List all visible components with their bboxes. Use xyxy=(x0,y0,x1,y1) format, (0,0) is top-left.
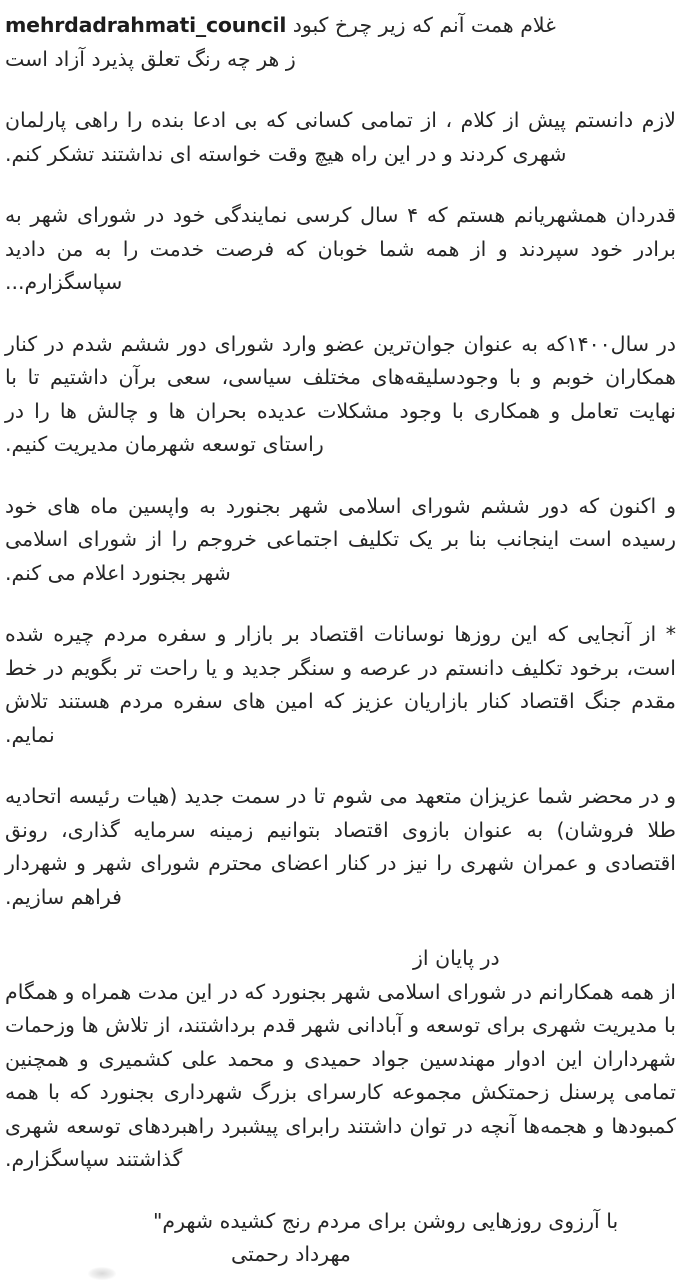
paragraph-ending xyxy=(5,942,676,1177)
paragraph-thanks: لازم دانستم پیش از کلام ، از تمامی کسانی که بی ادعا بنده را راهی پارلمان شهری کردند و در این راه هیچ وقت خواسته ای نداشتند تشکر کنم. xyxy=(5,108,676,166)
poem-line-2: ز هر چه رنگ تعلق پذیرد آزاد است xyxy=(5,46,296,71)
poem-line-1: غلام همت آنم که زیر چرخ کبود xyxy=(292,13,556,37)
signature: مهرداد رحمتی xyxy=(231,1242,351,1266)
closing-block xyxy=(5,1205,676,1272)
paragraph-council-entry: در سال۱۴۰۰که به عنوان جوان‌ترین عضو وارد شورای دور ششم شدم در کنار همکاران خوبم و با وجودسلیقه‌های مختلف سیاسی، سعی برآن داشتیم تا با نهایت تعامل و همکاری با وجود مشکلات عدیده بحران ها و چالش ها را در راستای توسعه شهرمان مدیریت کنیم. xyxy=(5,331,676,456)
username[interactable]: mehrdadrahmati_council xyxy=(5,13,287,37)
ending-body: از همه همکارانم در شورای اسلامی شهر بجنورد که در این مدت همراه و همگام با مدیریت شهری برای توسعه و آبادانی شهر قدم برداشتند، از تلاش ها وزحمات شهرداران این ادوار مهندسین جواد حمیدی و محمد علی کشمیری و همچنین تمامی پرسنل زحمتکش مجموعه کارسرای بزرگ شهرداری بجنورد که با همه کمبودها و هجمه‌ها آنچه در توان داشتند رابرای پیشبرد راهبردهای توسعه شهری گذاشتند سپاسگزارم. xyxy=(5,979,676,1171)
ending-lead: در پایان از xyxy=(413,946,500,970)
paragraph-commitment: و در محضر شما عزیزان متعهد می شوم تا در سمت جدید (هیات رئیسه اتحادیه طلا فروشان) به عنوان بازوی اقتصاد بتوانیم زمینه سرمایه گذاری، رونق اقتصادی و عمران شهری را نیز در کنار اعضای محترم شورای شهر و شهردار فراهم سازیم. xyxy=(5,784,676,909)
paragraph-economy: * از آنجایی که این روزها نوسانات اقتصاد بر بازار و سفره مردم چیره شده است، برخود تکلیف دانستم در عرصه و سنگر جدید و یا راحت تر بگویم در خط مقدم جنگ اقتصاد کنار بازاریان عزیز که امین های سفره مردم هستند تلاش نمایم. xyxy=(5,622,676,747)
closing-wish: با آرزوی روزهایی روشن برای مردم رنج کشیده شهرم" xyxy=(153,1208,619,1233)
paragraph-exit-announcement: و اکنون که دور ششم شورای اسلامی شهر بجنورد به واپسین ماه های خود رسیده است اینجانب بنا بر یک تکلیف اجتماعی خروجم را از شورای اسلامی شهر بجنورد اعلام می کنم. xyxy=(5,493,676,585)
cutoff-bottom-glyph xyxy=(88,1267,116,1280)
paragraph-gratitude: قدردان همشهریانم هستم که ۴ سال کرسی نمایندگی خود در شورای شهر به برادر خود سپردند و از همه شما خوبان که فرصت خدمت را به من دادید سپاسگزارم... xyxy=(5,203,676,294)
caption-header xyxy=(5,9,676,76)
